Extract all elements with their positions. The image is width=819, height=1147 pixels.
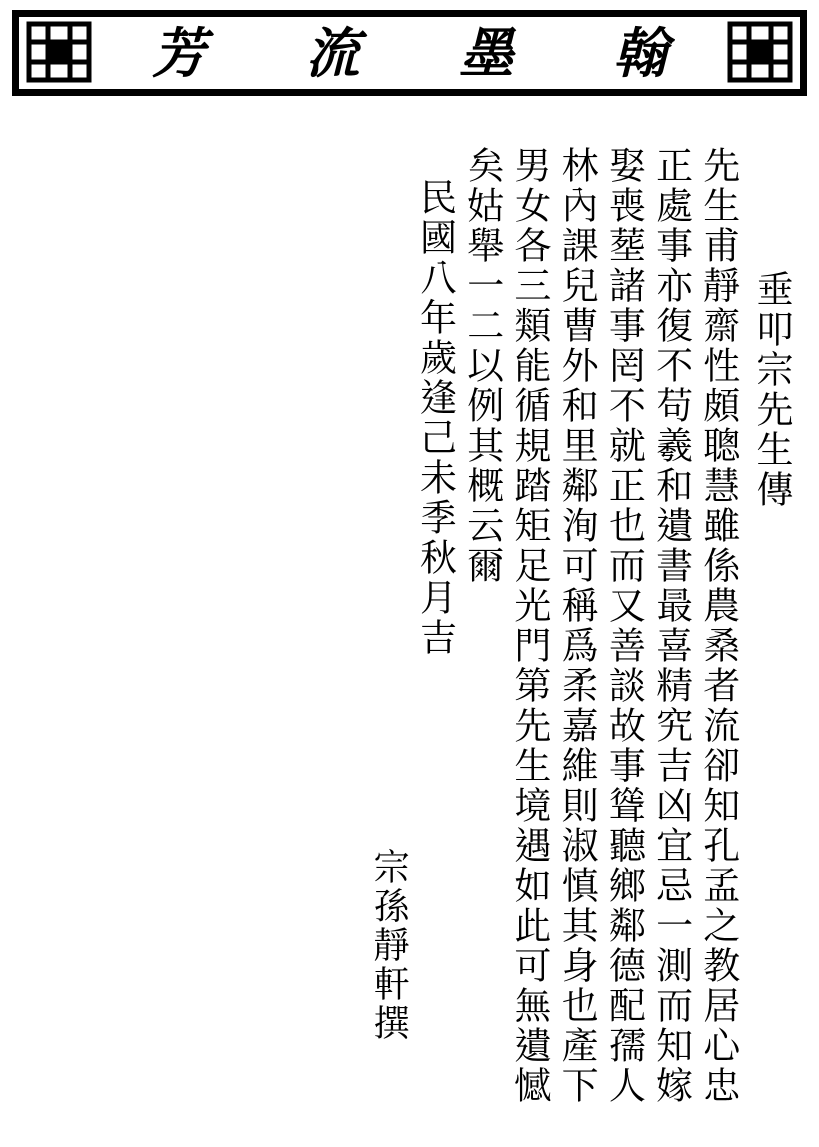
- page-header-banner: [12, 10, 807, 96]
- text-column-6: 矣姑舉一二以例其概云爾: [460, 146, 504, 586]
- banner-char-1: 芳: [151, 21, 206, 85]
- document-signature: 宗孫靜軒撰: [368, 848, 410, 1043]
- banner-char-3: 墨: [459, 21, 514, 85]
- text-column-4: 林內課兒曹外和里鄰洵可稱爲柔嘉維則淑慎其身也產下: [555, 146, 599, 1106]
- banner-char-2: 流: [305, 21, 360, 85]
- document-body: [0, 118, 819, 1138]
- lattice-ornament-icon-left: [26, 21, 92, 83]
- text-column-1: 先生甫靜齋性頗聰慧雖係農桑者流卻知孔孟之教居心忠: [696, 146, 740, 1106]
- banner-title: [102, 14, 717, 92]
- document-title: 垂叩宗先生傳: [750, 270, 793, 510]
- text-column-5: 男女各三類能循規踏矩足光門第先生境遇如此可無遺憾: [507, 146, 551, 1106]
- text-column-3: 娶喪塟諸事罔不就正也而又善談故事聳聽鄉鄰德配孺人: [602, 146, 646, 1106]
- text-column-2: 正處事亦復不苟羲和遺書最喜精究吉凶宜忌一測而知嫁: [649, 146, 693, 1106]
- banner-char-4: 翰: [613, 21, 668, 85]
- text-column-7: 民國八年歲逢己未季秋月吉: [413, 178, 457, 658]
- lattice-ornament-icon-right: [727, 21, 793, 83]
